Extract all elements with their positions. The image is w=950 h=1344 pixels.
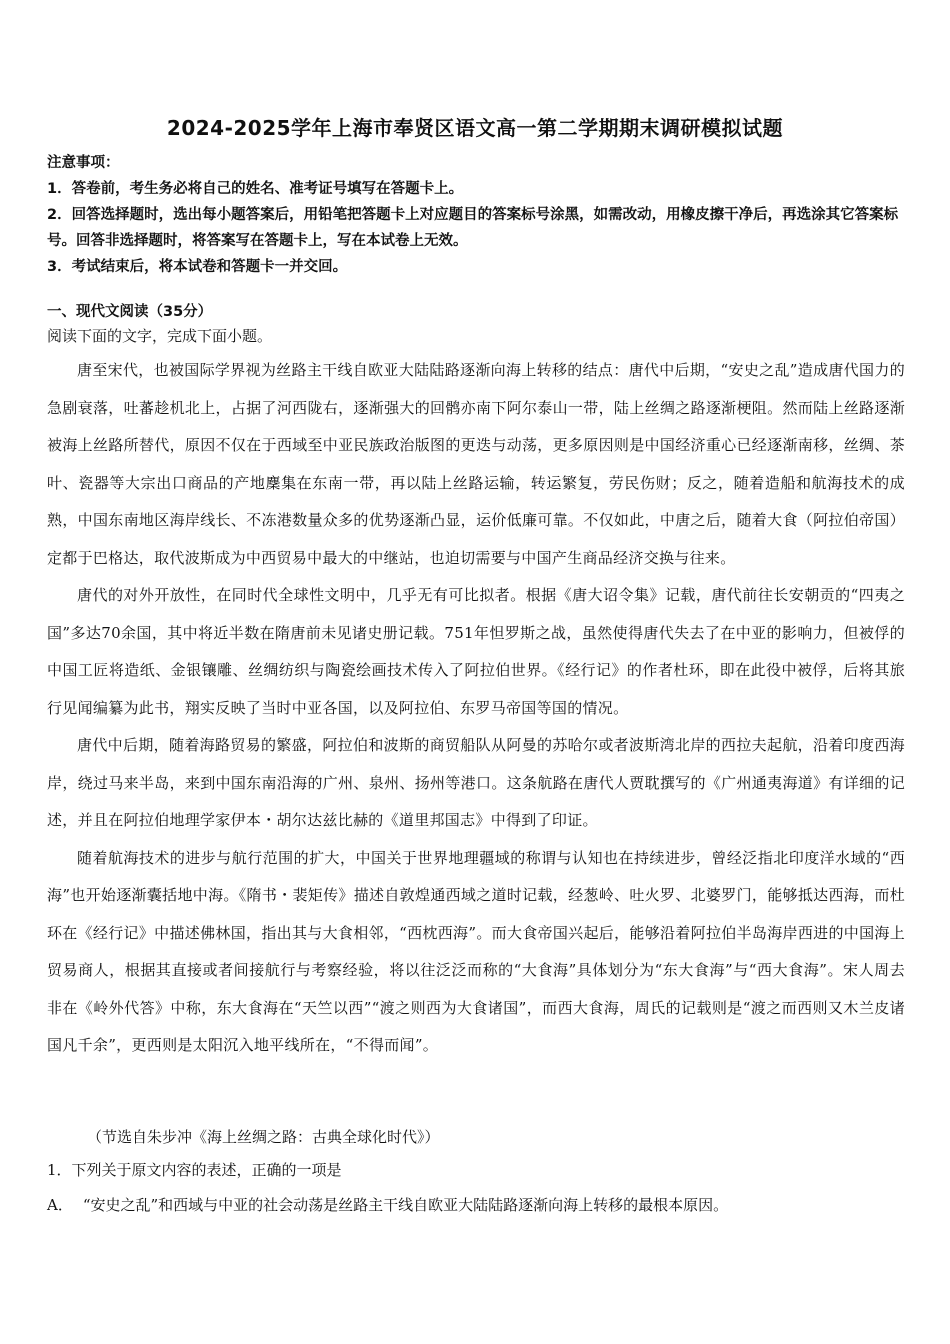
notice-block xyxy=(47,150,907,280)
answer-option-a xyxy=(47,1193,905,1217)
exam-title: 2024-2025学年上海市奉贤区语文高一第二学期期末调研模拟试题 xyxy=(166,116,784,140)
reading-passage xyxy=(47,352,905,1065)
passage-paragraph: 唐代中后期，随着海路贸易的繁盛，阿拉伯和波斯的商贸船队从阿曼的苏哈尔或者波斯湾北岸的西拉夫起航，沿着印度西海岸，绕过马来半岛，来到中国东南沿海的广州、泉州、扬州等港口。这条航路在唐代人贾耽撰写的《广州通夷海道》有详细的记述，并且在阿拉伯地理学家伊本・胡尔达兹比赫的《道里邦国志》中得到了印证。 xyxy=(47,736,905,829)
notice-item: 2．回答选择题时，选出每小题答案后，用铅笔把答题卡上对应题目的答案标号涂黑，如需改动，用橡皮擦干净后，再选涂其它答案标号。回答非选择题时，将答案写在答题卡上，写在本试卷上无效。 xyxy=(47,207,899,249)
section-instruction: 阅读下面的文字，完成下面小题。 xyxy=(47,327,273,345)
option-letter: A． xyxy=(47,1196,73,1214)
passage-paragraph: 唐至宋代，也被国际学界视为丝路主干线自欧亚大陆陆路逐渐向海上转移的结点：唐代中后期，“安史之乱”造成唐代国力的急剧衰落，吐蕃趁机北上，占据了河西陇右，逐渐强大的回鹘亦南下阿尔泰山一带，陆上丝绸之路逐渐梗阻。然而陆上丝路逐渐被海上丝路所替代，原因不仅在于西域至中亚民族政治版图的更迭与动荡，更多原因则是中国经济重心已经逐渐南移，丝绸、茶叶、瓷器等大宗出口商品的产地麇集在东南一带，再以陆上丝路运输，转运繁复，劳民伤财；反之，随着造船和航海技术的成熟，中国东南地区海岸线长、不冻港数量众多的优势逐渐凸显，运价低廉可靠。不仅如此，中唐之后，随着大食（阿拉伯帝国）定都于巴格达，取代波斯成为中西贸易中最大的中继站，也迫切需要与中国产生商品经济交换与往来。 xyxy=(47,361,905,567)
notice-item: 1．答卷前，考生务必将自己的姓名、准考证号填写在答题卡上。 xyxy=(47,181,464,197)
question-stem: 1．下列关于原文内容的表述，正确的一项是 xyxy=(47,1161,342,1179)
notice-item: 3．考试结束后，将本试卷和答题卡一并交回。 xyxy=(47,259,348,275)
notice-heading: 注意事项： xyxy=(47,155,120,171)
section-heading: 一、现代文阅读（35分） xyxy=(47,304,213,320)
passage-paragraph: 唐代的对外开放性，在同时代全球性文明中，几乎无有可比拟者。根据《唐大诏令集》记载，唐代前往长安朝贡的“四夷之国”多达70余国，其中将近半数在隋唐前未见诸史册记载。751年怛罗斯之战，虽然使得唐代失去了在中亚的影响力，但被俘的中国工匠将造纸、金银镶雕、丝绸纺织与陶瓷绘画技术传入了阿拉伯世界。《经行记》的作者杜环，即在此役中被俘，后将其旅行见闻编纂为此书，翔实反映了当时中亚各国，以及阿拉伯、东罗马帝国等国的情况。 xyxy=(47,586,905,717)
option-text: “安史之乱”和西域与中亚的社会动荡是丝路主干线自欧亚大陆陆路逐渐向海上转移的最根本原因。 xyxy=(82,1196,729,1214)
passage-paragraph: 随着航海技术的进步与航行范围的扩大，中国关于世界地理疆域的称谓与认知也在持续进步，曾经泛指北印度洋水域的“西海”也开始逐渐囊括地中海。《隋书・裴矩传》描述自敦煌通西域之道时记载，经葱岭、吐火罗、北婆罗门，能够抵达西海，而杜环在《经行记》中描述佛林国，指出其与大食相邻，“西枕西海”。而大食帝国兴起后，能够沿着阿拉伯半岛海岸西进的中国海上贸易商人，根据其直接或者间接航行与考察经验，将以往泛泛而称的“大食海”具体划分为“东大食海”与“西大食海”。宋人周去非在《岭外代答》中称，东大食海在“天竺以西”“渡之则西为大食诸国”，而西大食海，周氏的记载则是“渡之而西则又木兰皮诸国凡千余”，更西则是太阳沉入地平线所在，“不得而闻”。 xyxy=(47,848,905,1054)
passage-source: （节选自朱步冲《海上丝绸之路：古典全球化时代》） xyxy=(87,1128,440,1146)
